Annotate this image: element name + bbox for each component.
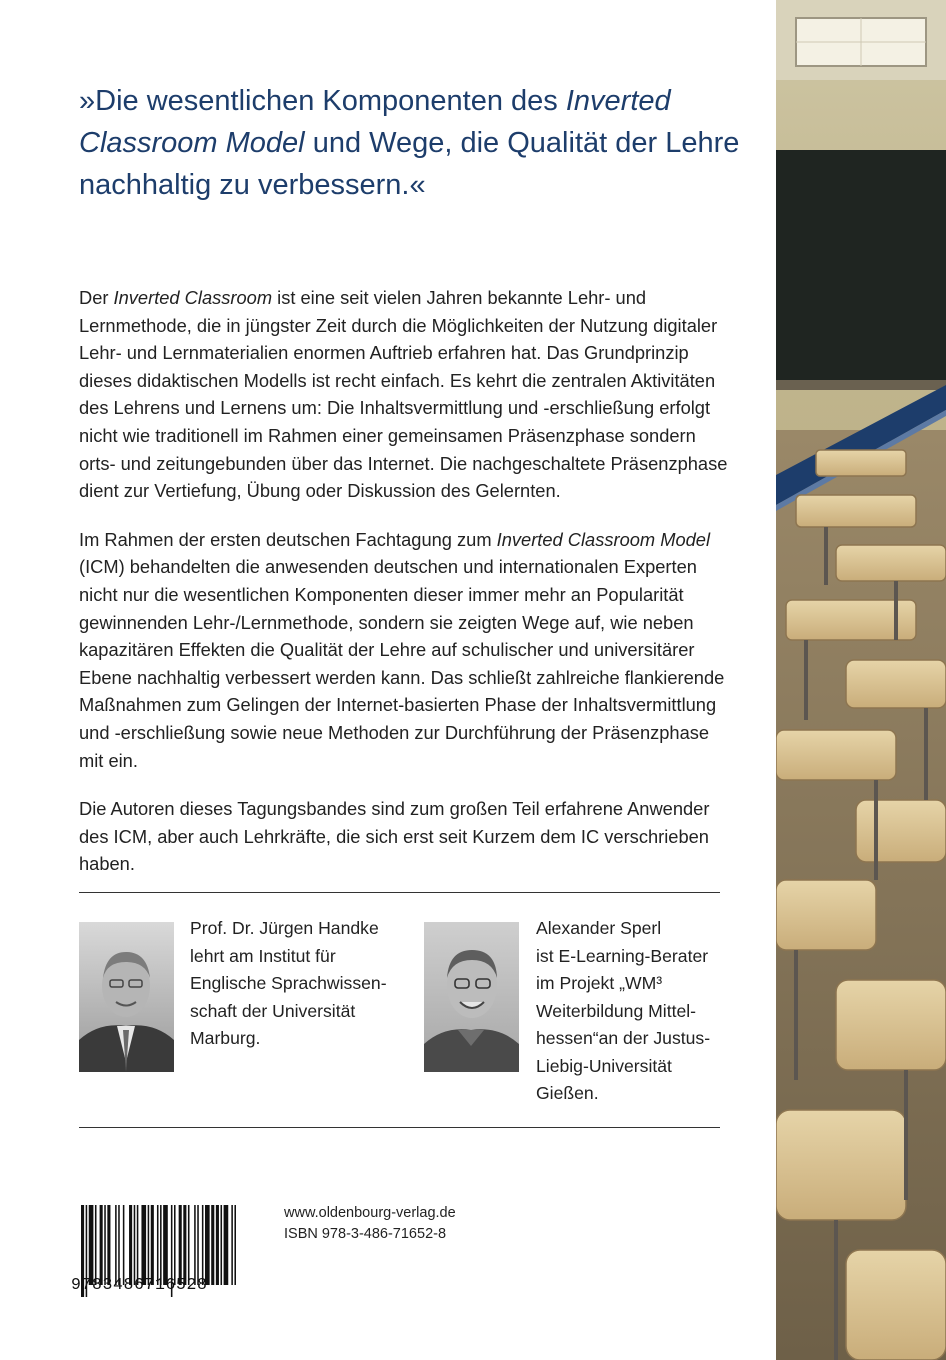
barcode-bar (183, 1205, 186, 1285)
barcode-bar (202, 1205, 204, 1285)
isbn-number: ISBN 978-3-486-71652-8 (284, 1226, 447, 1242)
bio-line: Prof. Dr. Jürgen Handke (190, 918, 379, 938)
p1-pre: Der (79, 287, 114, 308)
bio-line: im Projekt „WM³ (536, 973, 663, 993)
barcode-bar (107, 1205, 110, 1285)
barcode-bar (231, 1205, 233, 1285)
barcode-bar (89, 1205, 94, 1285)
barcode-bar (134, 1205, 136, 1285)
barcode-bar (118, 1205, 120, 1285)
publisher-info (284, 1203, 456, 1245)
barcode-bar (205, 1205, 210, 1285)
bio-line: hessen“an der Justus- (536, 1028, 711, 1048)
p1-italic: Inverted Classroom (113, 287, 273, 308)
divider-bottom (79, 1127, 720, 1128)
classroom-photo (776, 0, 946, 1360)
bio-line: Gießen. (536, 1083, 599, 1103)
barcode-bar (137, 1205, 139, 1285)
bio-line: Marburg. (190, 1028, 261, 1048)
barcode-bar (104, 1205, 106, 1285)
barcode-bar (100, 1205, 103, 1285)
barcode-bar (194, 1205, 196, 1285)
quote-part-1: »Die wesentlichen Komponenten des (79, 85, 566, 117)
bio-line: Liebig-Universität (536, 1055, 672, 1076)
barcode-bar (148, 1205, 150, 1285)
quote-italic: Inverted Classroom Model (79, 85, 671, 159)
blurb-paragraph-3: Die Autoren dieses Tagungsbandes sind zum großen Teil erfahrene Anwender des ICM, aber auch Lehrkräfte, die sich erst seit Kurzem dem IC verschrieben haben. (79, 798, 710, 875)
barcode-bar (216, 1205, 219, 1285)
publisher-url: www.oldenbourg-verlag.de (284, 1205, 456, 1221)
bio-line: schaft der Universität (190, 1000, 356, 1021)
bio-line: ist E-Learning-Berater (536, 945, 709, 966)
barcode-bar (115, 1205, 117, 1285)
bio-line: lehrt am Institut für (190, 945, 336, 966)
quote-part-2: und Wege, die Qualität der Lehre nachhaltig zu verbessern.« (79, 127, 740, 201)
barcode-bar (151, 1205, 154, 1285)
barcode-bar (123, 1205, 125, 1285)
author-bio-sperl (536, 915, 710, 1108)
barcode-bar (95, 1205, 97, 1285)
cover-quote (79, 80, 749, 206)
author-photo-sperl (424, 922, 519, 1072)
barcode-bar (211, 1205, 214, 1285)
author-bio-handke (190, 915, 387, 1053)
barcode-bar (221, 1205, 223, 1285)
p2-rest: (ICM) behandelten die anwesenden deutschen und internationalen Experten nicht nur die wesentlichen Komponenten dieser immer mehr an Popularität gewinnenden Lehr-/Lernmethode, sondern sie zeigten Wege auf, wie neben kapazitären Effekten die Qualität der Lehre auf schulischer und universitärer Ebene nachhaltig verbessert werden kann. Das schließt zahlreiche flankierende Maßnahmen zum Gelingen der Internet-basierten Phase der Inhaltsvermittlung und -erschließung sowie neue Methoden zur Durchführung der Präsenzphase mit ein. (79, 556, 725, 771)
p2-italic: Inverted Classroom Model (496, 528, 711, 550)
barcode-bar (160, 1205, 162, 1285)
barcode-bar (141, 1205, 146, 1285)
barcode-bar (224, 1205, 229, 1285)
barcode-digits: 9783486716528 (71, 1275, 208, 1294)
bio-line: Alexander Sperl (536, 918, 662, 938)
blurb (79, 284, 729, 899)
barcode-bar (188, 1205, 190, 1285)
barcode-bar (174, 1205, 176, 1285)
barcode-bar (157, 1205, 159, 1285)
barcode-bar (179, 1205, 182, 1285)
author-photo-handke (79, 922, 174, 1072)
blurb-paragraph-1 (79, 284, 729, 505)
divider-top (79, 892, 720, 893)
bio-line: Weiterbildung Mittel- (536, 1000, 697, 1021)
p2-pre: Im Rahmen der ersten deutschen Fachtagung zum (79, 528, 497, 550)
barcode-bar (129, 1205, 132, 1285)
barcode-bar (163, 1205, 168, 1285)
blurb-paragraph-2 (79, 526, 729, 774)
barcode-bar (234, 1205, 236, 1285)
p1-rest: ist eine seit vielen Jahren bekannte Lehr- und Lernmethode, die in jüngster Zeit durch die Möglichkeiten der Nutzung digitaler Lehr- und Lernmaterialien enormen Auftrieb erfahren hat. Das Grundprinzip dieses didaktischen Modells ist recht einfach. Es kehrt die zentralen Aktivitäten des Lehrens und Lernens um: Die Inhaltsvermittlung und -erschließung erfolgt nicht wie traditionell im Rahmen einer gemeinsamen Präsenzphase sondern orts- und zeitungebunden über das Internet. Die nachgeschaltete Präsenzphase dient zur Vertiefung, Übung oder Diskussion des Gelernten. (79, 287, 728, 502)
bio-line: Englische Sprachwissen- (190, 973, 387, 993)
barcode-bar (197, 1205, 199, 1285)
